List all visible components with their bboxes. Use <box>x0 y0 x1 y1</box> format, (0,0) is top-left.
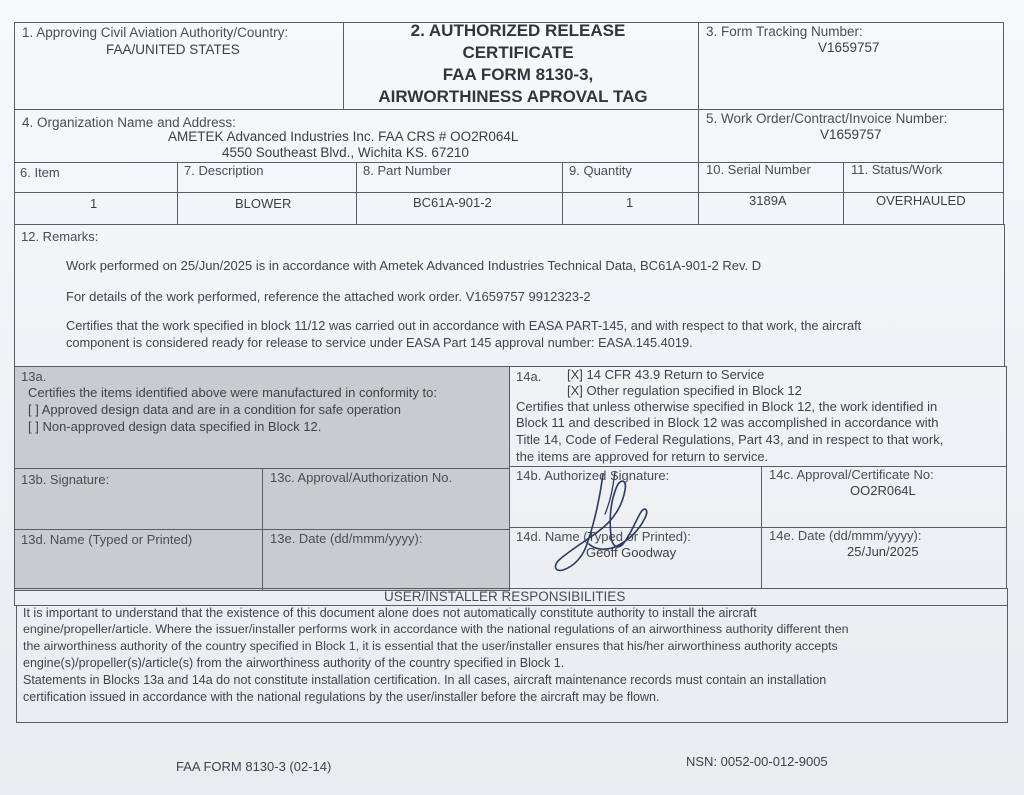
desc-header: 7. Description <box>184 163 264 178</box>
form-title-line3: FAA FORM 8130-3, <box>442 65 594 84</box>
resp-line3: the airworthiness authority of the country specified in Block 1, it is essential that the user/installer ensures that his/her airworthiness authority accepts <box>23 639 838 653</box>
block14e-label: 14e. Date (dd/mmm/yyyy): <box>769 528 922 543</box>
signer-name: Geoff Goodway <box>586 545 677 560</box>
serial-header: 10. Serial Number <box>706 162 811 177</box>
resp-line2: engine/propeller/article. Where the issuer/installer performs work in accordance with the national regulations of an airworthiness authority different then <box>23 622 849 636</box>
block13a-label: 13a. <box>21 369 47 384</box>
remarks-label: 12. Remarks: <box>21 229 99 244</box>
form-title-line1: 2. AUTHORIZED RELEASE <box>410 21 626 40</box>
item-value: 1 <box>90 196 98 211</box>
block14a-line3: Title 14, Code of Federal Regulations, Part 43, and in respect to that work, <box>516 432 944 447</box>
desc-value: BLOWER <box>235 196 292 211</box>
form-title <box>343 20 693 108</box>
form-title-line4: AIRWORTHINESS APROVAL TAG <box>378 87 648 106</box>
qty-value: 1 <box>626 195 634 210</box>
return-to-service-checkbox[interactable]: [X] 14 CFR 43.9 Return to Service <box>567 367 765 382</box>
status-header: 11. Status/Work <box>851 162 943 177</box>
other-regulation-checkbox[interactable]: [X] Other regulation specified in Block 12 <box>567 383 802 398</box>
handwritten-signature-icon <box>545 466 665 576</box>
remarks-line1: Work performed on 25/Jun/2025 is in accordance with Ametek Advanced Industries Technical Data, BC61A-901-2 Rev. D <box>66 258 762 273</box>
status-value: OVERHAULED <box>876 193 966 208</box>
block14d-label: 14d. Name (Typed or Printed): <box>516 529 691 544</box>
resp-line1: It is important to understand that the existence of this document alone does not automatically constitute authority to install the aircraft <box>23 606 757 620</box>
work-order-number: V1659757 <box>820 127 882 142</box>
block13a-box <box>14 366 510 469</box>
serial-value: 3189A <box>749 193 787 208</box>
resp-line6: certification issued in accordance with the national regulations by the user/installer before the aircraft may be flown. <box>23 690 660 704</box>
block1-label: 1. Approving Civil Aviation Authority/Country: <box>22 25 289 40</box>
form-number: FAA FORM 8130-3 (02-14) <box>176 759 332 774</box>
block13d-label: 13d. Name (Typed or Printed) <box>21 532 193 547</box>
remarks-line4: component is considered ready for release to service under EASA Part 145 approval number: EASA.145.4019. <box>66 335 693 350</box>
signature-date: 25/Jun/2025 <box>847 544 919 559</box>
form-title-line2: CERTIFICATE <box>462 43 574 62</box>
nsn-number: NSN: 0052-00-012-9005 <box>686 754 828 769</box>
remarks-line3: Certifies that the work specified in block 11/12 was carried out in accordance with EASA PART-145, and with respect to that work, the aircraft <box>66 318 862 333</box>
qty-header: 9. Quantity <box>569 163 632 178</box>
resp-line5: Statements in Blocks 13a and 14a do not constitute installation certification. In all cases, aircraft maintenance records must contain an installation <box>23 673 827 687</box>
org-address: 4550 Southeast Blvd., Wichita KS. 67210 <box>222 145 469 160</box>
part-header: 8. Part Number <box>363 163 452 178</box>
item-header: 6. Item <box>20 165 60 180</box>
block14a-label: 14a. <box>516 369 542 384</box>
approved-design-checkbox[interactable]: [ ] Approved design data and are in a condition for safe operation <box>28 402 401 417</box>
block14c-label: 14c. Approval/Certificate No: <box>769 467 934 482</box>
block14a-line2: Block 11 and described in Block 12 was accomplished in accordance with <box>516 415 939 430</box>
part-value: BC61A-901-2 <box>413 195 492 210</box>
block5-label: 5. Work Order/Contract/Invoice Number: <box>706 111 948 126</box>
non-approved-design-checkbox[interactable]: [ ] Non-approved design data specified in Block 12. <box>28 419 322 434</box>
block3-label: 3. Form Tracking Number: <box>706 24 863 39</box>
block14a-line1: Certifies that unless otherwise specified in Block 12, the work identified in <box>516 399 938 414</box>
block13e-label: 13e. Date (dd/mmm/yyyy): <box>270 531 423 546</box>
block13a-line1: Certifies the items identified above were manufactured in conformity to: <box>28 385 437 400</box>
certificate-number: OO2R064L <box>850 483 916 498</box>
block1-value: FAA/UNITED STATES <box>106 42 240 57</box>
block14a-line4: the items are approved for return to service. <box>516 449 769 464</box>
form-tracking-number: V1659757 <box>818 40 880 55</box>
block14b-label: 14b. Authorized Signature: <box>516 468 670 483</box>
block13b-label: 13b. Signature: <box>21 472 110 487</box>
resp-line4: engine(s)/propeller(s)/article(s) from the airworthiness authority of the country specified in Block 1. <box>23 656 565 670</box>
block4-label: 4. Organization Name and Address: <box>22 115 236 130</box>
remarks-line2: For details of the work performed, reference the attached work order. V1659757 9912323-2 <box>66 289 591 304</box>
block13c-label: 13c. Approval/Authorization No. <box>270 470 453 485</box>
org-name: AMETEK Advanced Industries Inc. FAA CRS # OO2R064L <box>168 129 519 144</box>
responsibilities-title: USER/INSTALLER RESPONSIBILITIES <box>384 589 626 604</box>
